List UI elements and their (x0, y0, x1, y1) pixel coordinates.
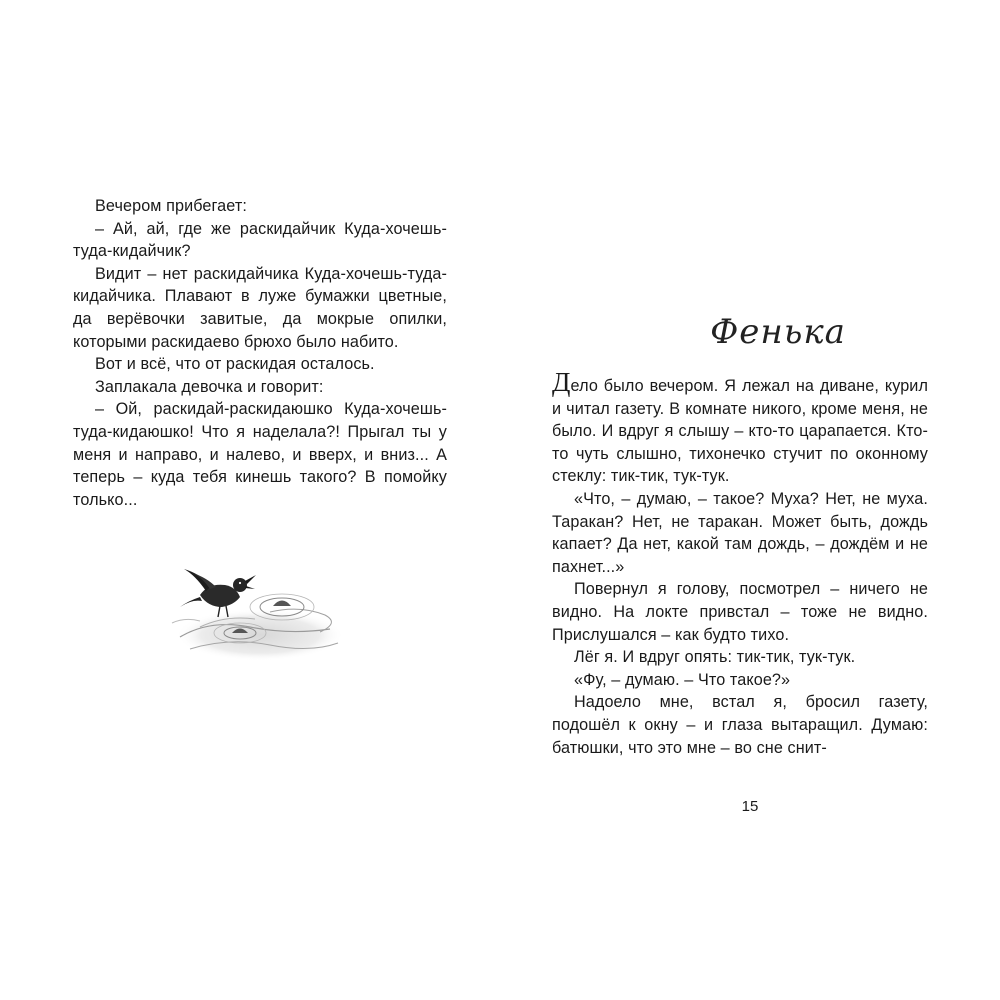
left-page-text (73, 195, 447, 511)
paragraph: Лёг я. И вдруг опять: тик-тик, тук-тук. (574, 648, 856, 667)
paragraph-text: ело было вечером. Я лежал на диване, курил и читал газету. В комнате никого, кроме меня, не было. И вдруг я слышу – кто-то царапается. Кто-то чуть слышно, тихонечко стучит по оконному стеклу: тик-тик, тук-тук. (552, 377, 928, 486)
paragraph: – Ай, ай, где же раскидайчик Куда-хочешь-туда-кидайчик? (73, 219, 447, 261)
paragraph: «Фу, – думаю. – Что такое?» (574, 670, 791, 689)
paragraph: Повернул я голову, посмотрел – ничего не видно. На локте привстал – тоже не видно. Прислушался – как будто тихо. (552, 580, 928, 644)
paragraph: Заплакала девочка и говорит: (95, 377, 324, 396)
floating-debris (273, 601, 291, 607)
paragraph: Вот и всё, что от раскидая осталось. (95, 355, 375, 374)
paragraph: Видит – нет раскидайчика Куда-хочешь-туда-кидайчика. Плавают в луже бумажки цветные, да верёвочки завитые, да мокрые опилки, которыми раскидаево брюхо было набито. (73, 264, 447, 351)
paragraph: – Ой, раскидай-раскидаюшко Куда-хочешь-туда-кидаюшко! Что я наделала?! Прыгал ты у меня и направо, и налево, и вверх, и вниз... А теперь – куда тебя кинешь такого? В помойку только... (73, 400, 447, 509)
paragraph (552, 367, 928, 488)
chapter-title: Фенька (710, 312, 846, 352)
paragraph: Надоело мне, встал я, бросил газету, подошёл к окну – и глаза вытаращил. Думаю: батюшки, что это мне – во сне снит- (552, 693, 928, 757)
right-page-text (552, 367, 928, 759)
drop-cap-letter: Д (552, 367, 571, 397)
crow-in-puddle-illustration (170, 557, 345, 667)
paragraph: Вечером прибегает: (95, 197, 247, 215)
page-number: 15 (741, 798, 759, 815)
right-page (500, 0, 1000, 1000)
paragraph: «Что, – думаю, – такое? Муха? Нет, не муха. Таракан? Нет, не таракан. Может быть, дождь капает? Да нет, какой там дождь, – дождём и не пахнет...» (552, 489, 928, 576)
